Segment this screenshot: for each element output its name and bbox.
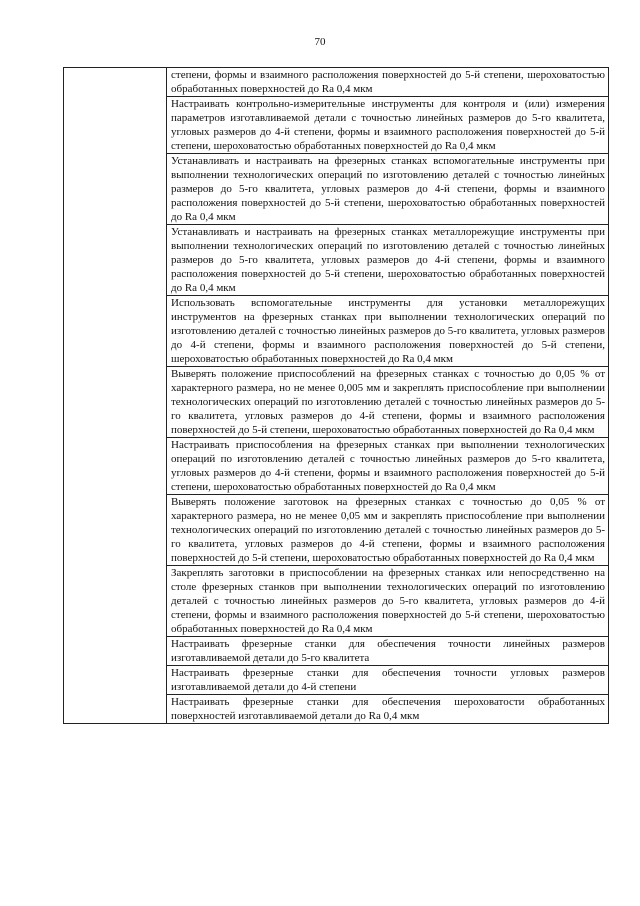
table-row [64,68,609,97]
table-cell: степени, формы и взаимного расположения поверхностей до 5-й степени, шероховатостью обработанных поверхностей до Ra 0,4 мкм [167,68,609,97]
table-cell: Настраивать фрезерные станки для обеспечения точности линейных размеров изготавливаемой детали до 5-го квалитета [167,637,609,666]
left-column-cell [64,68,167,724]
table-cell: Выверять положение заготовок на фрезерных станках с точностью до 0,05 % от характерного размера, но не менее 0,05 мм и закреплять приспособление при выполнении технологических операций по изготовлению деталей с точностью линейных размеров до 5-го квалитета, угловых размеров до 4-й степени, формы и взаимного расположения поверхностей до 5-й степени, шероховатостью обработанных поверхностей до Ra 0,4 мкм [167,495,609,566]
table-cell: Закреплять заготовки в приспособлении на фрезерных станках или непосредственно на столе фрезерных станков при выполнении технологических операций по изготовлению деталей с точностью линейных размеров до 5-го квалитета, угловых размеров до 4-й степени, формы и взаимного расположения поверхностей до 5-й степени, шероховатостью обработанных поверхностей до Ra 0,4 мкм [167,566,609,637]
table-cell: Устанавливать и настраивать на фрезерных станках металлорежущие инструменты при выполнении технологических операций по изготовлению деталей с точностью линейных размеров до 5-го квалитета, угловых размеров до 4-й степени, формы и взаимного расположения поверхностей до 5-й степени, шероховатостью обработанных поверхностей до Ra 0,4 мкм [167,225,609,296]
page-number: 70 [314,36,326,48]
skills-table [63,67,609,724]
table-cell: Настраивать приспособления на фрезерных станках при выполнении технологических операций по изготовлению деталей с точностью линейных размеров до 5-го квалитета, угловых размеров до 4-й степени, формы и взаимного расположения поверхностей до 5-й степени, шероховатостью обработанных поверхностей до Ra 0,4 мкм [167,438,609,495]
table-cell: Настраивать фрезерные станки для обеспечения шероховатости обработанных поверхностей изготавливаемой детали до Ra 0,4 мкм [167,695,609,724]
table-cell: Выверять положение приспособлений на фрезерных станках с точностью до 0,05 % от характерного размера, но не менее 0,005 мм и закреплять приспособление при выполнении технологических операций по изготовлению деталей с точностью линейных размеров до 5-го квалитета, угловых размеров до 4-й степени, формы и взаимного расположения поверхностей до 5-й степени, шероховатостью обработанных поверхностей до Ra 0,4 мкм [167,367,609,438]
table-cell: Устанавливать и настраивать на фрезерных станках вспомогательные инструменты при выполнении технологических операций по изготовлению деталей с точностью линейных размеров до 5-го квалитета, угловых размеров до 4-й степени, формы и взаимного расположения поверхностей до 5-й степени, шероховатостью обработанных поверхностей до Ra 0,4 мкм [167,154,609,225]
table-cell: Использовать вспомогательные инструменты для установки металлорежущих инструментов на фрезерных станках при выполнении технологических операций по изготовлению деталей с точностью линейных размеров до 5-го квалитета, угловых размеров до 4-й степени, формы и взаимного расположения поверхностей до 5-й степени, шероховатостью обработанных поверхностей до Ra 0,4 мкм [167,296,609,367]
table-cell: Настраивать фрезерные станки для обеспечения точности угловых размеров изготавливаемой детали до 4-й степени [167,666,609,695]
table-cell: Настраивать контрольно-измерительные инструменты для контроля и (или) измерения параметров изготавливаемой детали с точностью линейных размеров до 5-го квалитета, угловых размеров до 4-й степени, формы и взаимного расположения поверхностей до 5-й степени, шероховатостью обработанных поверхностей до Ra 0,4 мкм [167,97,609,154]
